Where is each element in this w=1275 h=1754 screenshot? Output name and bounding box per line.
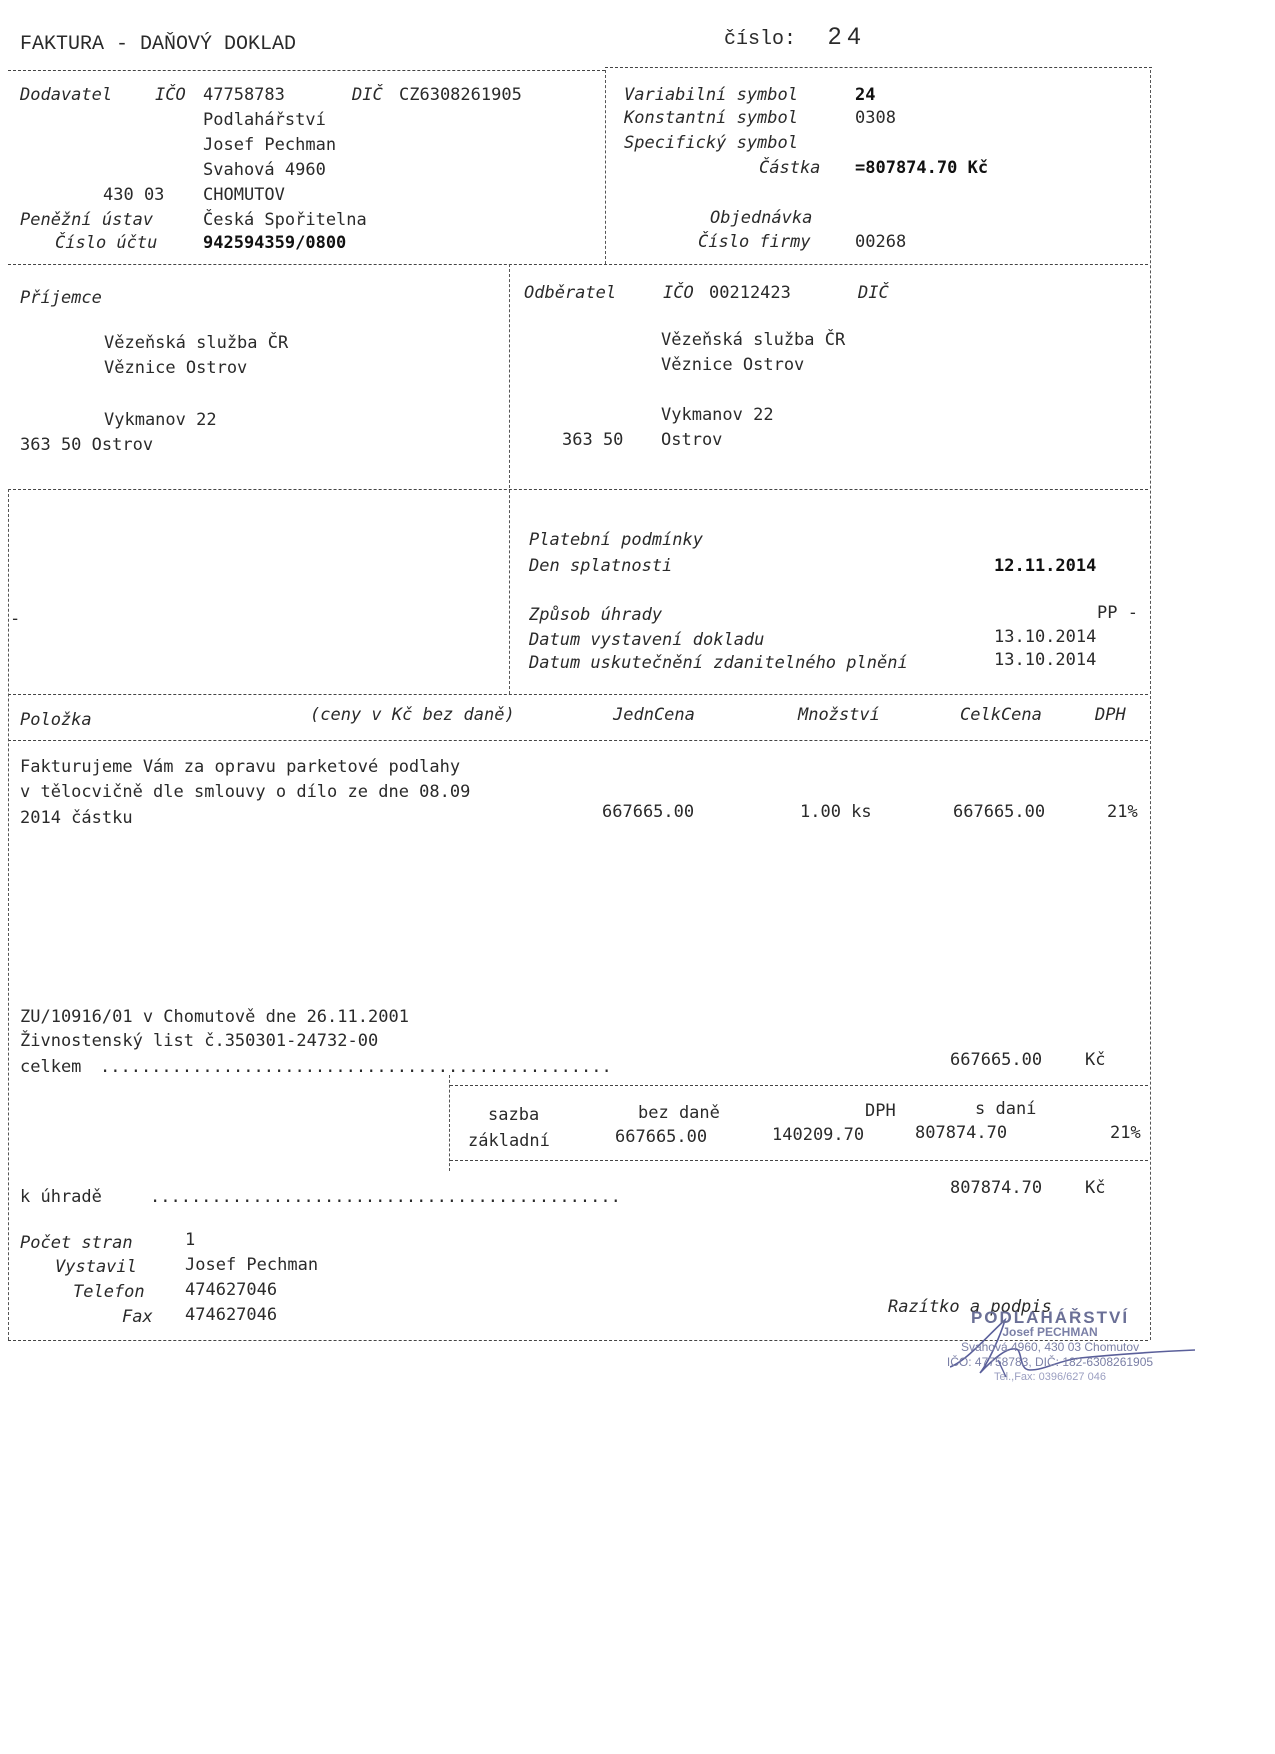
supplier-zip: 430 03	[103, 185, 165, 205]
col-total: CelkCena	[960, 705, 1042, 725]
stamp-ids: IČO: 47758783, DIČ: 182-6308261905	[946, 1355, 1154, 1369]
to-pay-label: k úhradě	[20, 1187, 102, 1207]
customer-dic-label: DIČ	[858, 283, 889, 303]
bank-label: Peněžní ústav	[20, 210, 154, 230]
subtotal-value: 667665.00	[950, 1050, 1043, 1070]
recipient-city: 363 50 Ostrov	[20, 435, 154, 455]
customer-ico-label: IČO	[663, 283, 694, 303]
pages-label: Počet stran	[20, 1233, 133, 1253]
customer-unit: Věznice Ostrov	[661, 355, 805, 375]
variable-symbol: 24	[855, 85, 876, 105]
customer-name: Vězeňská služba ČR	[661, 330, 846, 350]
customer-ico: 00212423	[709, 283, 791, 303]
divider	[450, 1085, 1148, 1086]
trade-license-line: Živnostenský list č.350301-24732-00	[20, 1031, 379, 1051]
account-label: Číslo účtu	[55, 233, 158, 253]
supplier-ico: 47758783	[203, 85, 285, 105]
to-pay-value: 807874.70	[950, 1178, 1043, 1198]
taxable-date: 13.10.2014	[994, 650, 1097, 670]
col-unit-price: JednCena	[613, 705, 695, 725]
company-stamp	[900, 1310, 1200, 1385]
stamp-address: Svahová 4960, 430 03 Chomutov	[960, 1340, 1140, 1354]
col-note: (ceny v Kč bez daně)	[310, 705, 515, 725]
vat-gross: 807874.70	[915, 1123, 1008, 1143]
due-date-label: Den splatnosti	[529, 556, 673, 576]
vat-col-gross: s daní	[975, 1099, 1037, 1119]
divider	[1150, 70, 1151, 1340]
vat-amount: 140209.70	[772, 1125, 865, 1145]
customer-city: Ostrov	[661, 430, 723, 450]
customer-zip: 363 50	[562, 430, 624, 450]
invoice-number-label: číslo:	[724, 28, 797, 51]
recipient-name: Vězeňská služba ČR	[104, 333, 289, 353]
recipient-label: Příjemce	[20, 288, 102, 308]
taxable-date-label: Datum uskutečnění zdanitelného plnění	[529, 653, 908, 673]
divider	[450, 1160, 1148, 1161]
payment-method: PP -	[1097, 603, 1138, 623]
divider	[605, 67, 1152, 68]
subtotal-label: celkem	[20, 1057, 82, 1077]
margin-mark: -	[10, 609, 21, 629]
registration-line: ZU/10916/01 v Chomutově dne 26.11.2001	[20, 1007, 409, 1027]
supplier-label: Dodavatel	[20, 85, 113, 105]
pages-value: 1	[185, 1230, 196, 1250]
supplier-owner: Josef Pechman	[203, 135, 337, 155]
stamp-company: PODLAHÁŘSTVÍ	[970, 1308, 1130, 1327]
vat-base: 667665.00	[615, 1127, 708, 1147]
divider	[8, 694, 1148, 695]
divider	[605, 70, 606, 264]
divider	[8, 70, 605, 71]
constant-symbol-label: Konstantní symbol	[624, 108, 798, 128]
supplier-dic-label: DIČ	[352, 85, 383, 105]
item-total: 667665.00	[953, 802, 1046, 822]
divider	[509, 264, 510, 694]
due-date: 12.11.2014	[994, 556, 1097, 576]
col-vat: DPH	[1095, 705, 1126, 725]
customer-street: Vykmanov 22	[661, 405, 774, 425]
stamp-signature-label: Razítko a podpis	[888, 1297, 1052, 1317]
supplier-dic: CZ6308261905	[399, 85, 522, 105]
divider	[8, 489, 1148, 490]
recipient-street: Vykmanov 22	[104, 410, 217, 430]
supplier-name: Podlahářství	[203, 110, 326, 130]
customer-label: Odběratel	[524, 283, 617, 303]
account-number: 942594359/0800	[203, 233, 347, 253]
divider	[8, 264, 1148, 265]
col-item: Položka	[20, 710, 92, 730]
phone-value: 474627046	[185, 1280, 278, 1300]
amount-value: =807874.70 Kč	[855, 158, 989, 178]
stamp-phone: Tel.,Fax: 0396/627 046	[994, 1371, 1106, 1383]
variable-symbol-label: Variabilní symbol	[624, 85, 798, 105]
vat-col-base: bez daně	[638, 1103, 720, 1123]
to-pay-currency: Kč	[1085, 1178, 1106, 1198]
firm-number: 00268	[855, 232, 907, 252]
vat-pct: 21%	[1110, 1123, 1141, 1143]
divider	[8, 740, 1148, 741]
stamp-owner: Josef PECHMAN	[1002, 1325, 1098, 1339]
amount-label: Částka	[759, 158, 821, 178]
item-description-line: v tělocvičně dle smlouvy o dílo ze dne 08.09	[20, 782, 471, 802]
item-description-line: Fakturujeme Vám za opravu parketové podlahy	[20, 757, 461, 777]
constant-symbol: 0308	[855, 108, 896, 128]
invoice-title: FAKTURA - DAŇOVÝ DOKLAD	[20, 33, 297, 56]
vat-col-rate: sazba	[488, 1105, 540, 1125]
issuer-name: Josef Pechman	[185, 1255, 319, 1275]
divider	[449, 1075, 450, 1171]
order-label: Objednávka	[710, 208, 813, 228]
col-quantity: Množství	[798, 705, 880, 725]
supplier-city: CHOMUTOV	[203, 185, 285, 205]
subtotal-dots: ..................................................	[100, 1057, 612, 1077]
payment-method-label: Způsob úhrady	[529, 605, 663, 625]
item-unit-price: 667665.00	[602, 802, 695, 822]
issue-date-label: Datum vystavení dokladu	[529, 630, 765, 650]
supplier-street: Svahová 4960	[203, 160, 326, 180]
vat-col-vat: DPH	[865, 1101, 896, 1121]
item-quantity: 1.00 ks	[800, 802, 872, 822]
item-description-line: 2014 částku	[20, 808, 133, 828]
subtotal-currency: Kč	[1085, 1050, 1106, 1070]
fax-label: Fax	[122, 1307, 153, 1327]
specific-symbol-label: Specifický symbol	[624, 133, 798, 153]
firm-number-label: Číslo firmy	[698, 232, 811, 252]
divider	[8, 489, 9, 1340]
payment-terms-label: Platební podmínky	[529, 530, 703, 550]
issuer-label: Vystavil	[55, 1257, 137, 1277]
item-vat: 21%	[1107, 802, 1138, 822]
phone-label: Telefon	[73, 1282, 145, 1302]
vat-rate: základní	[468, 1131, 550, 1151]
to-pay-dots: ..............................................	[150, 1187, 621, 1207]
issue-date: 13.10.2014	[994, 627, 1097, 647]
fax-value: 474627046	[185, 1305, 278, 1325]
invoice-number: 24	[828, 23, 867, 50]
recipient-unit: Věznice Ostrov	[104, 358, 248, 378]
supplier-ico-label: IČO	[155, 85, 186, 105]
bank-name: Česká Spořitelna	[203, 210, 367, 230]
